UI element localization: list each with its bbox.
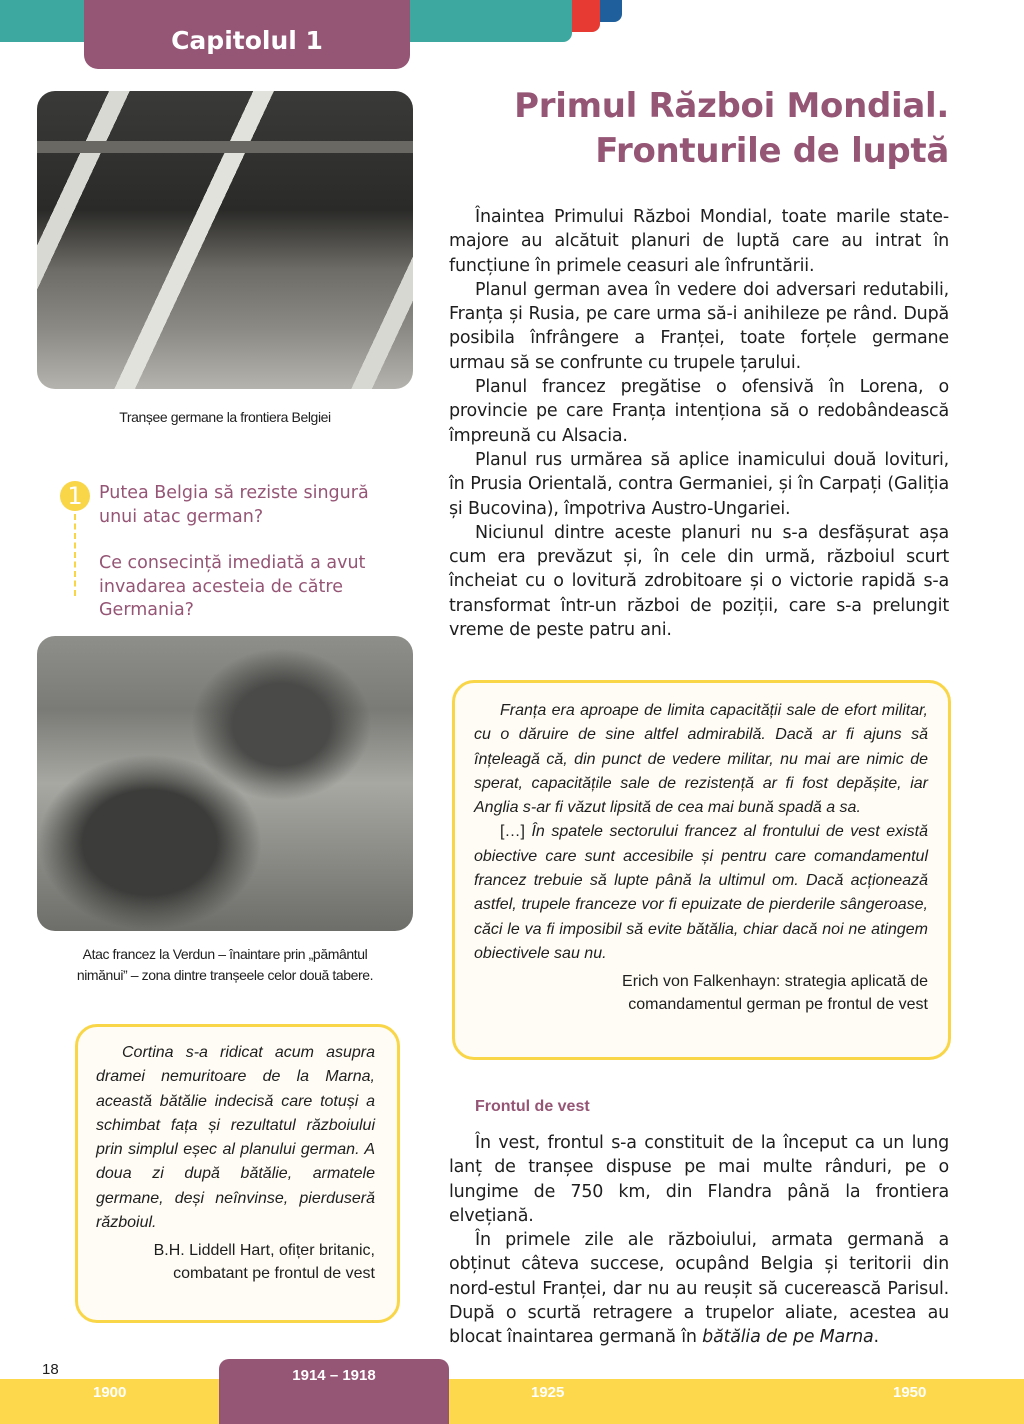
page-title-line2: Fronturile de luptă: [595, 131, 949, 171]
section-paragraph-2: [449, 1228, 949, 1349]
timeline-period: 1914 – 1918: [219, 1359, 449, 1424]
figure-caption-2: [37, 944, 413, 986]
quote-source: [96, 1239, 375, 1285]
quote-paragraph-2-text: În spatele sectorului francez al frontului de vest există obiective care sunt accesibile și pentru care comandamentul francez trebuie să lupte până la ultimul om. Dacă acționează astfel, trupele franceze vor fi epuizate de pierderile sângeroase, căci le va fi imposibil să evite bătălia, chiar dacă noi ne atingem obiectivele sau nu.: [474, 823, 928, 962]
main-paragraph: Planul german avea în vedere doi adversari redutabili, Franța și Rusia, pe care urma să-i anihileze pe rând. După posibila înfrângere a Franței, toate forțele germane urmau să se confrunte cu trupele țarului.: [449, 279, 949, 373]
quote-source: [474, 970, 928, 1016]
german-trench-photo: [37, 91, 413, 389]
quote-source-line1: Erich von Falkenhayn: strategia aplicată de: [622, 973, 928, 991]
question-item-1: Putea Belgia să reziste singură unui atac german?: [99, 483, 369, 527]
page-title-line1: Primul Război Mondial.: [514, 86, 949, 126]
quote-source-line2: combatant pe frontul de vest: [173, 1265, 375, 1283]
question-item-2: Ce consecință imediată a avut invadarea acesteia de către Germania?: [99, 553, 366, 620]
quote-box-falkenhayn: [452, 680, 951, 1060]
figure-caption-1: Tranșee germane la frontiera Belgiei: [119, 409, 331, 425]
main-text: [449, 205, 949, 642]
western-front-text: [449, 1131, 949, 1350]
section-paragraph-2-italic: bătălia de pe Marna: [702, 1327, 874, 1348]
timeline-bar: [0, 1379, 1024, 1424]
quote-paragraph-1: Franța era aproape de limita capacității sale de efort militar, cu o dăruire de sine altfel admirabilă. Dacă ar fi ajuns să înțeleagă că, din punct de vedere militar, nu mai are nimic de sperat, capacitățile sale de rezistență ar fi fost depășite, iar Anglia s-ar fi văzut lipsită de cea mai bună spadă a sa.: [474, 702, 928, 817]
quote-text: Cortina s-a ridicat acum asupra dramei nemuritoare de la Marna, această bătălie indecisă care totuși a schimbat fața și rezultatul războiului prin simplul eșec al planului german. A doua zi după bătălie, armatele germane, deși neînvinse, pierduseră războiul.: [96, 1044, 375, 1232]
chapter-label: Capitolul 1: [171, 26, 323, 55]
figure-caption-2-line1: Atac francez la Verdun – înaintare prin „pământul: [82, 946, 368, 962]
section-paragraph-2-end: .: [873, 1327, 879, 1348]
main-paragraph: Planul francez pregătise o ofensivă în Lorena, o provincie pe care Franța intenționa să o redobândească împreună cu Alsacia.: [449, 377, 949, 446]
section-heading: Frontul de vest: [475, 1098, 590, 1115]
quote-ellipsis: […]: [500, 823, 532, 841]
quote-source-line1: B.H. Liddell Hart, ofițer britanic,: [153, 1242, 375, 1260]
chapter-tab: [84, 0, 410, 69]
figure-caption-2-line2: nimănui” – zona dintre tranșeele celor două tabere.: [76, 967, 374, 983]
page-number: 18: [42, 1361, 59, 1378]
main-paragraph: Înaintea Primului Război Mondial, toate marile state-majore au alcătuit planuri de luptă care au intrat în funcțiune în primele ceasuri ale înfruntării.: [449, 207, 949, 276]
main-paragraph: Planul rus urmărea să aplice inamicului două lovituri, în Prusia Orientală, contra Germaniei, și în Carpați (Galiția și Bucovina), împotriva Austro-Ungariei.: [449, 449, 949, 519]
section-paragraph-1: În vest, frontul s-a constituit de la început ca un lung lanț de tranșee dispuse pe mai multe rânduri, pe o lungime de 750 km, din Flandra până la frontiera elvețiană.: [449, 1133, 949, 1226]
quote-source-line2: comandamentul german pe frontul de vest: [628, 996, 928, 1014]
timeline-label-1900: 1900: [93, 1384, 127, 1401]
timeline-label-1925: 1925: [531, 1384, 565, 1401]
timeline-label-1950: 1950: [893, 1384, 927, 1401]
quote-box-liddell-hart: [75, 1024, 400, 1323]
main-paragraph: Niciunul dintre aceste planuri nu s-a desfășurat așa cum era prevăzut și, în cele din urmă, războiul scurt încheiat cu o lovitură zdrobitoare și o victorie rapidă s-a transformat într-un război de poziții, care s-a prelungit vreme de peste patru ani.: [449, 522, 949, 641]
question-number-badge: 1: [60, 481, 90, 511]
section-paragraph-2-text: În primele zile ale războiului, armata germană a obținut câteva succese, ocupând Belgia și teritorii din nord-estul Franței, dar nu au reușit să cucerească Parisul. După o scurtă retragere a trupelor aliate, acestea au blocat înaintarea germană în: [449, 1230, 949, 1348]
question-dashed-line: [74, 514, 76, 596]
page-title: [469, 84, 949, 174]
quote-paragraph-2: [474, 820, 928, 966]
verdun-attack-photo: [37, 636, 413, 931]
